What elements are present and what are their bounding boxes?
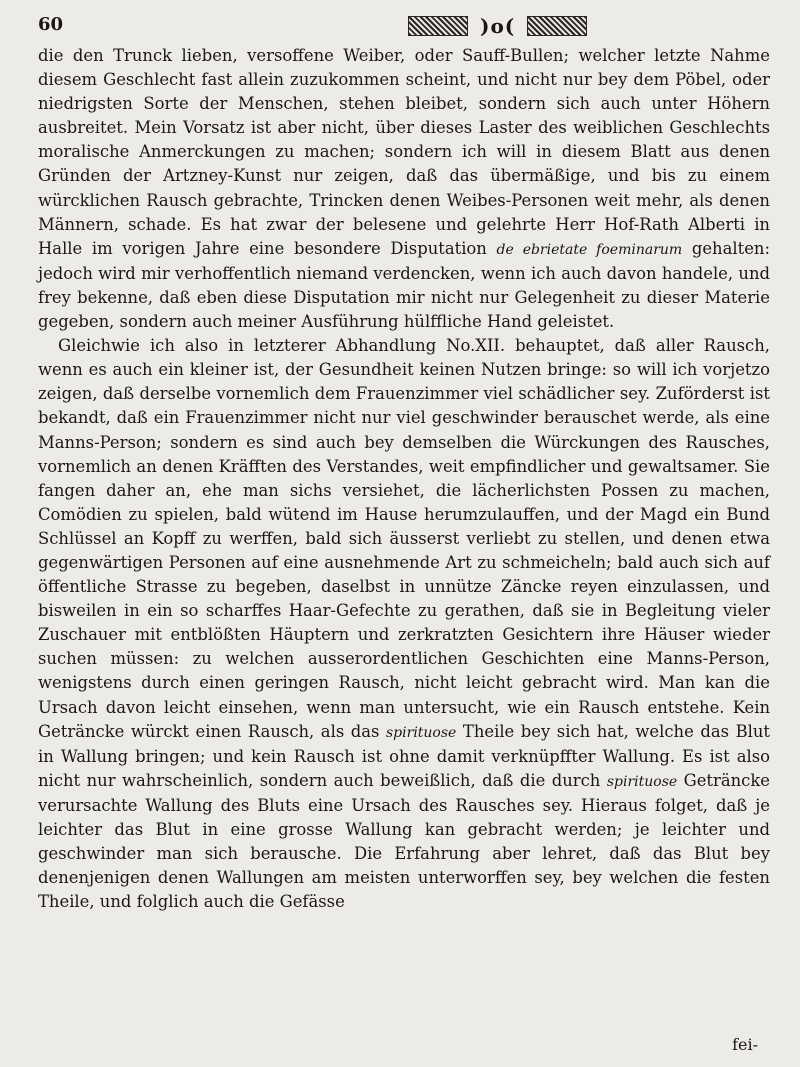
latin-term: de ebrietate foeminarum bbox=[496, 241, 683, 258]
catchword: fei- bbox=[732, 1035, 758, 1054]
ornament-right-icon bbox=[527, 16, 587, 36]
page-header bbox=[38, 14, 770, 38]
text-run: Gleichwie ich also in letzterer Abhandlung No.XII. behauptet, daß aller Rausch, wenn es auch ein kleiner ist, der Gesundheit keinen Nutzen bringe: so will ich vorjetzo zeigen, daß derselbe vornemlich dem Frauenzimmer viel schädlicher sey. Zuförderst ist bekandt, daß ein Frauenzimmer nicht nur viel geschwinder berauschet werde, als eine Manns-Person; sondern es sind auch bey demselben die Würckungen des Rausches, vornemlich an denen Kräfften des Verstandes, weit empfindlicher und gewaltsamer. Sie fangen daher an, ehe man sichs versiehet, die lächerlichsten Possen zu machen, Comödien zu spielen, bald wütend im Hause herumzulauffen, und der Magd ein Bund Schlüssel an Kopff zu werffen, bald sich äusserst verliebt zu stellen, und denen etwa gegenwärtigen Personen auf eine ausnehmende Art zu schmeicheln; bald auch sich auf öffentliche Strasse zu begeben, daselbst in unnütze Zäncke reyen einzulassen, und bisweilen in ein so scharffes Haar-Gefechte zu gerathen, daß sie in Begleitung vieler Zuschauer mit entblößten Häuptern und zerkratzten Gesichtern ihre Häuser wieder suchen müssen: zu welchen ausserordentlichen Geschichten eine Manns-Person, wenigstens durch einen geringen Rausch, nicht leicht gebracht wird. Man kan die Ursach davon leicht einsehen, wenn man untersucht, wie ein Rausch entstehe. Kein Geträncke würckt einen Rausch, als das bbox=[38, 336, 770, 741]
text-run: die den Trunck lieben, versoffene Weiber, oder Sauff-Bullen; welcher letzte Nahme diesem Geschlecht fast allein zuzukommen scheint, und nicht nur bey dem Pöbel, oder niedrigsten Sorte der Menschen, stehen bleibet, sondern sich auch unter Höhern ausbreitet. Mein Vorsatz ist aber nicht, über dieses Laster des weiblichen Geschlechts moralische Anmerckungen zu machen; sondern ich will in diesem Blatt aus denen Gründen der Artzney-Kunst nur zeigen, daß das übermäßige, und bis zu einem würcklichen Rausch gebrachte, Trincken denen Weibes-Personen weit mehr, als denen Männern, schade. Es hat zwar der belesene und gelehrte Herr Hof-Rath Alberti in Halle im vorigen Jahre eine besondere Disputation bbox=[38, 46, 770, 258]
header-ornament bbox=[408, 14, 587, 38]
ornament-center: )o( bbox=[480, 14, 516, 38]
latin-term: spirituose bbox=[606, 773, 678, 790]
text-run: Theile bey sich hat, welche das Blut in Wallung bringen; und kein Rausch ist ohne damit verknüpffter Wallung. Es ist also nicht nur wahrscheinlich, sondern auch beweißlich, daß die durch bbox=[38, 721, 770, 790]
body-text bbox=[38, 44, 770, 914]
latin-term: spirituose bbox=[386, 724, 457, 741]
ornament-left-icon bbox=[408, 16, 468, 36]
text-run: gehalten: jedoch wird mir verhoffentlich niemand verdencken, wenn ich auch davon handele, und frey bekenne, daß eben diese Disputation mir nicht nur Gelegenheit zu dieser Materie gegeben, sondern auch meiner Ausführung hülffliche Hand geleistet. bbox=[38, 238, 770, 332]
page-number: 60 bbox=[38, 14, 64, 35]
paragraph bbox=[38, 334, 770, 914]
text-run: Geträncke verursachte Wallung des Bluts eine Ursach des Rausches sey. Hieraus folget, daß je leichter das Blut in eine grosse Wallung kan gebracht werden; je leichter und geschwinder man sich berausche. Die Erfahrung aber lehret, daß das Blut bey denenjenigen denen Wallungen am meisten unterworffen sey, bey welchen die festen Theile, und folglich auch die Gefässe bbox=[38, 770, 770, 912]
paragraph bbox=[38, 44, 770, 334]
